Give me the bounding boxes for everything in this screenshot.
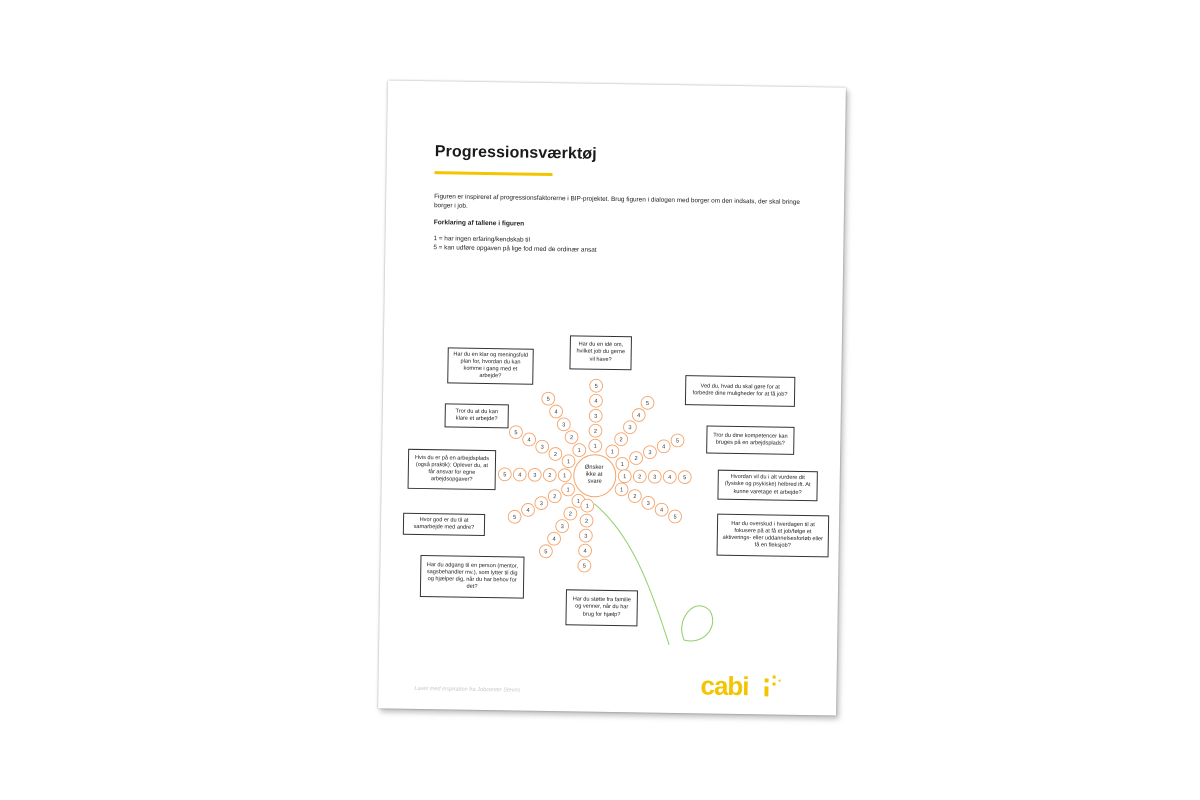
footer-note: Lavet med inspiration fra Jobcenter Stevns — [414, 685, 521, 694]
scale-number: 4 — [668, 474, 672, 481]
legend-line-1: 1 = har ingen erfaring/kendskab til — [433, 235, 530, 244]
scale-number: 1 — [566, 459, 571, 466]
scale-number: 2 — [553, 494, 557, 501]
scale-number: 4 — [662, 444, 666, 451]
scale-number: 3 — [594, 413, 598, 420]
question-box: Hvordan vil du i alt vurdere dit (fysiske og psykiske) helbred ift. At kunne varetage et arbejde? — [717, 470, 817, 502]
flower-leaf — [682, 606, 713, 642]
scale-number: 4 — [526, 507, 530, 514]
scale-number: 1 — [593, 443, 597, 450]
scale-number: 2 — [568, 511, 572, 518]
scale-number: 3 — [628, 425, 632, 432]
scale-number: 3 — [562, 422, 566, 429]
cabi-logo-mark — [764, 674, 788, 696]
scale-number: 1 — [585, 503, 589, 510]
scale-number: 4 — [518, 472, 522, 479]
question-box: Hvis du er på en arbejdsplads (også praktik): Oplever du, at får ansvar for egne arbejdsopgaver? — [408, 449, 497, 490]
scale-number: 5 — [546, 396, 550, 403]
scale-number: 5 — [645, 400, 650, 407]
center-label: Ønsker ikke at svare — [584, 464, 604, 485]
scale-number: 5 — [582, 563, 586, 570]
intro-text: Figuren er inspireret af progressionsfaktorerne i BIP-projektet. Brug figuren i dialogen med borger om den indsats, der skal bringe borger i job. — [433, 193, 801, 210]
scale-number: 2 — [553, 451, 558, 459]
question-box: Hvor god er du til at samarbejde med andre? — [403, 513, 485, 536]
scale-number: 3 — [539, 501, 543, 508]
question-box: Har du en klar og meningsfuld plan for, hvordan du kan komme i gang med et arbejde? — [447, 347, 534, 384]
question-box: Har du adgang til en person (mentor, sagsbehandler mv.), som lytter til dig og hjælper dig, når du har behov for det? — [420, 555, 525, 599]
scale-number: 1 — [577, 448, 581, 455]
scale-number: 3 — [533, 472, 537, 479]
scale-number: 2 — [633, 494, 637, 501]
scale-number: 3 — [540, 444, 544, 451]
scale-number: 4 — [660, 507, 664, 514]
scale-number: 2 — [584, 518, 589, 525]
scale-number: 5 — [594, 383, 598, 390]
question-box: Ved du, hvad du skal gøre for at forbedre dine muligheder for at få job? — [685, 375, 795, 407]
question-box: Tror du at du kan klare et arbejde? — [445, 403, 509, 428]
scale-number: 4 — [552, 536, 556, 543]
legend-line-5: 5 = kan udføre opgaven på lige fod med de ordinær ansat — [433, 244, 597, 254]
scale-number: 2 — [634, 456, 638, 463]
scale-number: 1 — [619, 487, 624, 494]
scale-number: 2 — [548, 473, 552, 480]
question-box: Tror du dine kompetencer kan bruges på en arbejdsplads? — [706, 425, 794, 454]
scale-number: 5 — [683, 475, 687, 482]
scale-number: 5 — [514, 430, 518, 437]
scale-number: 2 — [593, 428, 598, 435]
scale-number: 2 — [569, 435, 574, 442]
scale-number: 1 — [620, 461, 624, 468]
scale-number: 3 — [648, 450, 652, 457]
question-box: Har du støtte fra familie og venner, når du har brug for hjælp? — [565, 589, 638, 626]
cabi-logo: cabi — [700, 670, 749, 702]
scale-number: 4 — [583, 548, 587, 555]
scale-number: 4 — [637, 412, 641, 420]
document-page — [378, 80, 846, 715]
scale-number: 1 — [623, 474, 627, 481]
scale-number: 3 — [584, 533, 588, 540]
scale-number: 1 — [563, 473, 567, 480]
scale-number: 4 — [594, 398, 598, 405]
scale-number: 5 — [503, 472, 507, 479]
scale-number: 1 — [566, 487, 570, 494]
scale-number: 3 — [560, 524, 564, 531]
legend-heading: Forklaring af tallene i figuren — [433, 219, 525, 228]
question-box: Har du en idé om, hvilket job du gerne vil have? — [569, 335, 632, 370]
page-title: Progressionsværktøj — [434, 143, 597, 163]
scale-number: 5 — [673, 514, 677, 521]
scale-number: 5 — [544, 549, 548, 556]
scale-number: 1 — [610, 449, 614, 456]
question-box: Har du overskud i hverdagen til at fokusere på at få et job/følge et aktiverings- eller uddannelsesforløb eller få en fleksjob? — [717, 514, 830, 558]
scale-number: 1 — [576, 498, 581, 505]
scale-number: 2 — [619, 437, 623, 444]
scale-number: 3 — [646, 500, 650, 507]
scale-number: 4 — [527, 437, 531, 444]
scale-number: 5 — [675, 438, 680, 445]
scale-number: 4 — [554, 409, 558, 416]
scale-number: 2 — [638, 474, 642, 481]
scale-number: 3 — [653, 474, 657, 481]
scale-number: 5 — [512, 514, 517, 521]
